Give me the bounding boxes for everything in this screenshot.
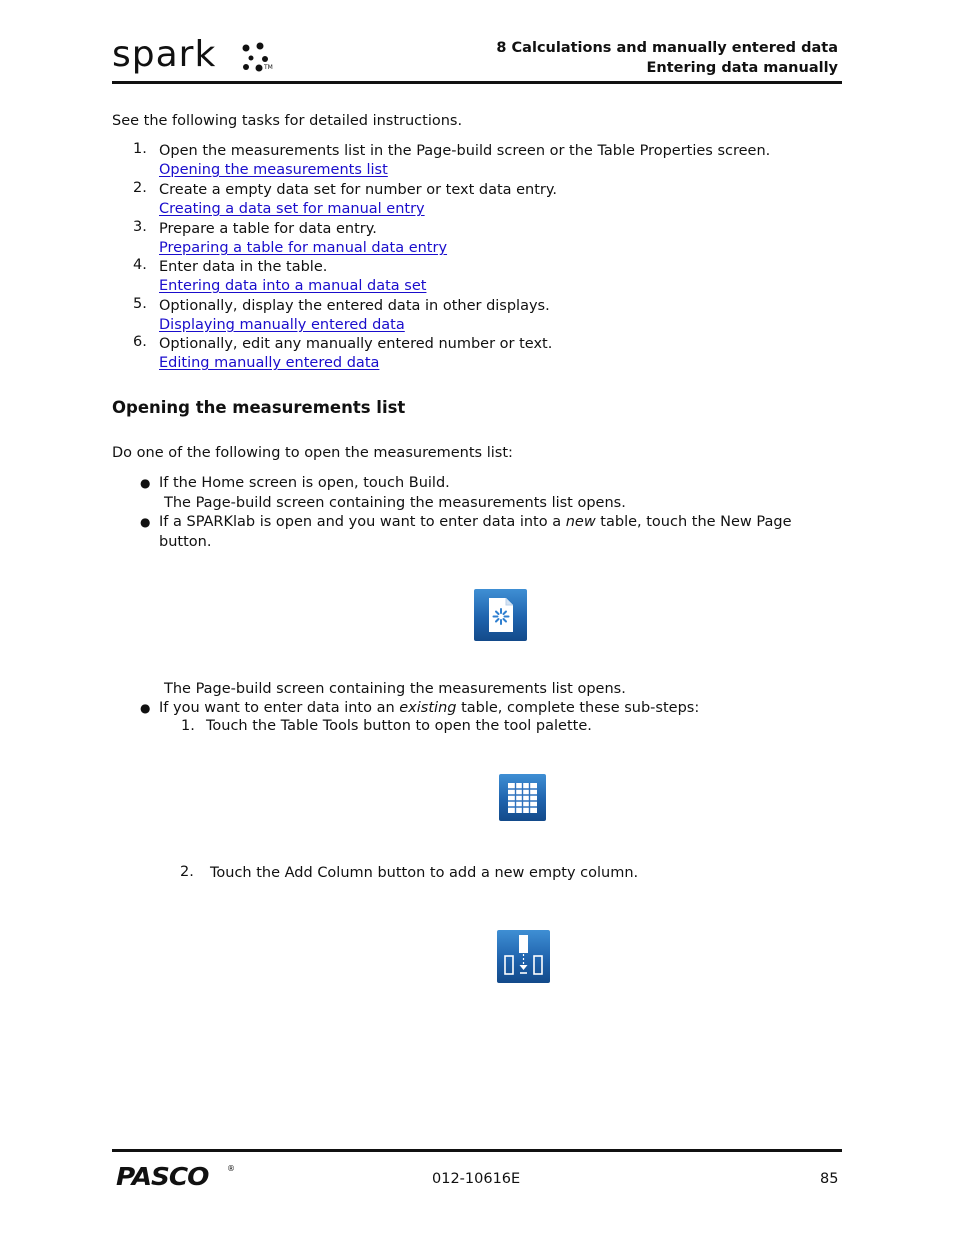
step-text: Open the measurements list in the Page-build screen or the Table Properties screen. bbox=[159, 143, 771, 159]
section-title: Entering data manually bbox=[646, 60, 838, 76]
header-divider bbox=[112, 81, 842, 84]
bullet-text: If a SPARKlab is open and you want to enter data into a new table, touch the New Page bbox=[159, 514, 792, 530]
footer-divider bbox=[112, 1149, 842, 1152]
link-editing-data[interactable]: Editing manually entered data bbox=[159, 355, 380, 371]
bullet-text: If the Home screen is open, touch Build. bbox=[159, 475, 450, 491]
new-page-button[interactable] bbox=[474, 589, 527, 641]
intro-text: See the following tasks for detailed instructions. bbox=[112, 113, 463, 129]
link-entering-data[interactable]: Entering data into a manual data set bbox=[159, 278, 427, 294]
link-opening-measurements-list[interactable]: Opening the measurements list bbox=[159, 162, 388, 178]
page-number: 85 bbox=[820, 1171, 839, 1187]
result-text: The Page-build screen containing the measurements list opens. bbox=[164, 681, 626, 697]
bullet-text-continued: button. bbox=[159, 534, 212, 550]
bullet-dot: ● bbox=[140, 701, 151, 715]
registered-mark: ® bbox=[227, 1164, 235, 1173]
table-tools-button[interactable] bbox=[499, 774, 546, 821]
bullet-dot: ● bbox=[140, 476, 151, 490]
new-page-icon bbox=[474, 589, 527, 641]
add-column-button[interactable] bbox=[497, 930, 550, 983]
step-number: 4. bbox=[133, 257, 147, 273]
substep-number: 2. bbox=[180, 864, 194, 880]
result-text: The Page-build screen containing the measurements list opens. bbox=[164, 495, 626, 511]
step-number: 1. bbox=[133, 141, 147, 157]
chapter-title: 8 Calculations and manually entered data bbox=[496, 40, 838, 56]
link-creating-data-set[interactable]: Creating a data set for manual entry bbox=[159, 201, 425, 217]
bullet-text: If you want to enter data into an existing table, complete these sub-steps: bbox=[159, 700, 700, 716]
table-tools-icon bbox=[499, 774, 546, 821]
spark-logo bbox=[112, 36, 282, 76]
step-number: 3. bbox=[133, 219, 147, 235]
link-displaying-data[interactable]: Displaying manually entered data bbox=[159, 317, 405, 333]
substep-text: Touch the Add Column button to add a new empty column. bbox=[210, 865, 639, 881]
document-number: 012-10616E bbox=[432, 1171, 521, 1187]
section-heading: Opening the measurements list bbox=[112, 398, 406, 417]
step-number: 6. bbox=[133, 334, 147, 350]
section-lead: Do one of the following to open the measurements list: bbox=[112, 445, 513, 461]
step-text: Prepare a table for data entry. bbox=[159, 221, 377, 237]
spark-logo-text: spark bbox=[112, 34, 217, 75]
add-column-icon bbox=[497, 930, 550, 983]
step-number: 5. bbox=[133, 296, 147, 312]
pasco-logo bbox=[116, 1162, 236, 1192]
pasco-logo-text: PASCO bbox=[116, 1162, 209, 1191]
step-number: 2. bbox=[133, 180, 147, 196]
substep-text: Touch the Table Tools button to open the tool palette. bbox=[206, 718, 592, 734]
step-text: Optionally, display the entered data in other displays. bbox=[159, 298, 550, 314]
step-text: Enter data in the table. bbox=[159, 259, 328, 275]
step-text: Optionally, edit any manually entered number or text. bbox=[159, 336, 553, 352]
substep-number: 1. bbox=[181, 718, 195, 734]
link-preparing-table[interactable]: Preparing a table for manual data entry bbox=[159, 240, 448, 256]
step-text: Create a empty data set for number or text data entry. bbox=[159, 182, 558, 198]
trademark-mark: TM bbox=[264, 64, 273, 71]
bullet-dot: ● bbox=[140, 515, 151, 529]
